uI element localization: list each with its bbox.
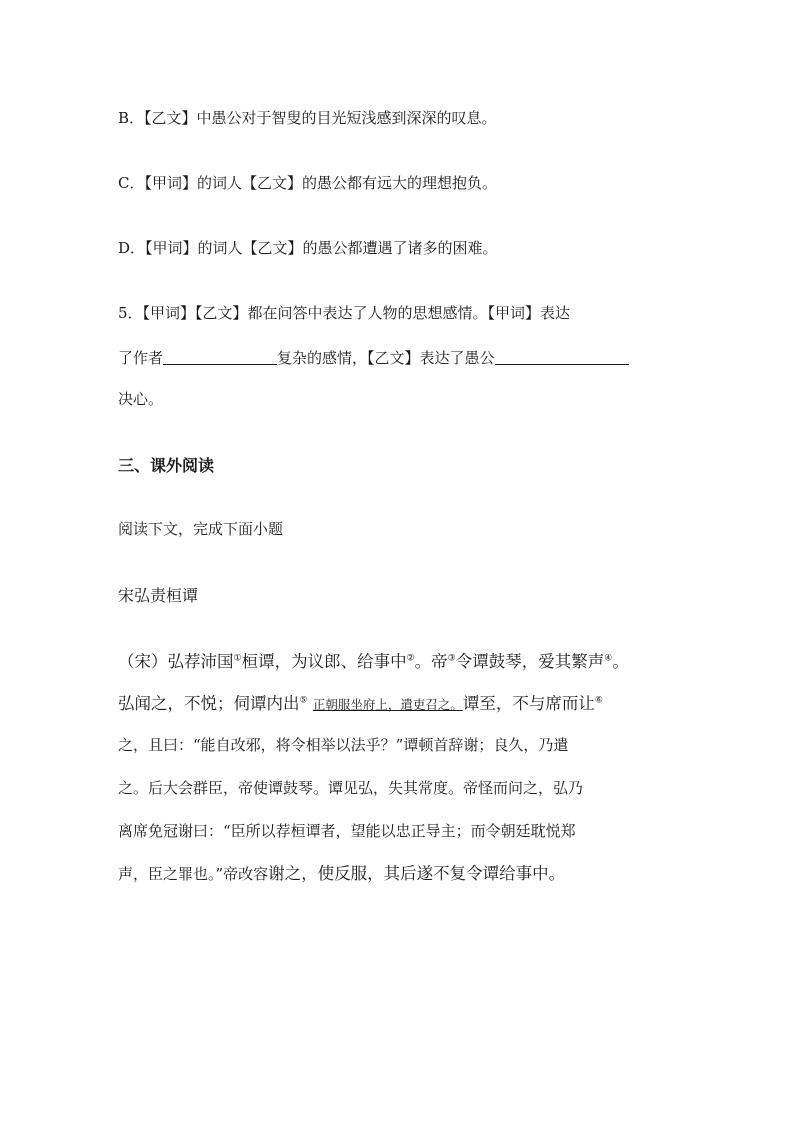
passage-text: 令谭鼓琴，爱其繁声 <box>455 652 605 671</box>
passage-text: 。帝 <box>414 652 448 671</box>
passage-line-1 <box>118 648 629 672</box>
reading-instruction: 阅读下文，完成下面小题 <box>118 520 284 538</box>
passage-title: 宋弘责桓谭 <box>118 586 199 605</box>
passage-line-6 <box>118 860 565 884</box>
footnote-marker: ① <box>233 653 242 664</box>
passage-text: 桓谭，为议郎、给事中 <box>241 652 407 671</box>
passage-text: 谢之，使反服，其后遂不复令谭给事中。 <box>268 864 566 883</box>
footnote-marker: ④ <box>604 653 613 664</box>
answer-blank-1[interactable] <box>163 350 277 365</box>
underlined-sentence: 正朝服坐府上，遣吏召之。 <box>312 697 463 712</box>
passage-text: （宋）弘荐沛国 <box>118 652 234 671</box>
passage-line-5: 离席免冠谢曰：“臣所以荐桓谭者，望能以忠正导主；而令朝廷耽悦郑 <box>118 822 576 840</box>
question-5-line2 <box>118 347 629 368</box>
footnote-marker: ⑤ <box>299 695 308 706</box>
footnote-marker: ⑥ <box>594 695 603 706</box>
answer-blank-2[interactable] <box>495 350 629 365</box>
passage-line-3: 之，且曰：“能自改邪，将令相举以法乎？”谭顿首辞谢；良久，乃遣 <box>118 736 569 754</box>
passage-line-2 <box>118 690 603 714</box>
question-5-line1: 5．【甲词】【乙文】都在问答中表达了人物的思想感情。【甲词】表达 <box>118 304 571 322</box>
passage-text: 谭至，不与席而让 <box>462 694 595 713</box>
question-5-line3: 决心。 <box>118 390 164 408</box>
passage-text: 声，臣之罪也。”帝改容 <box>118 865 269 883</box>
footnote-marker: ③ <box>447 653 456 664</box>
passage-text: 弘闻之，不悦；伺谭内出 <box>118 694 300 713</box>
footnote-marker: ② <box>406 653 415 664</box>
question-5-text-b: 复杂的感情，【乙文】表达了愚公 <box>277 349 495 367</box>
question-5-text-a: 了作者 <box>118 349 164 367</box>
passage-text: 。 <box>612 652 629 671</box>
passage-line-4: 之。后大会群臣，帝使谭鼓琴。谭见弘，失其常度。帝怪而问之，弘乃 <box>118 779 584 797</box>
option-b: B．【乙文】中愚公对于智叟的目光短浅感到深深的叹息。 <box>118 109 497 127</box>
option-d: D．【甲词】的词人【乙文】的愚公都遭遇了诸多的困难。 <box>118 239 498 257</box>
section-heading: 三、课外阅读 <box>118 456 215 475</box>
option-c: C．【甲词】的词人【乙文】的愚公都有远大的理想抱负。 <box>118 174 497 192</box>
